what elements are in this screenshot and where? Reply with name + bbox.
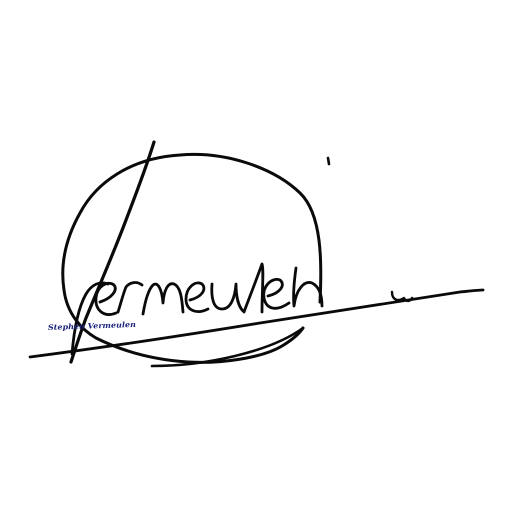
stamp-text: Stephen Vermeulen	[47, 320, 131, 332]
signature-dot	[328, 158, 329, 164]
